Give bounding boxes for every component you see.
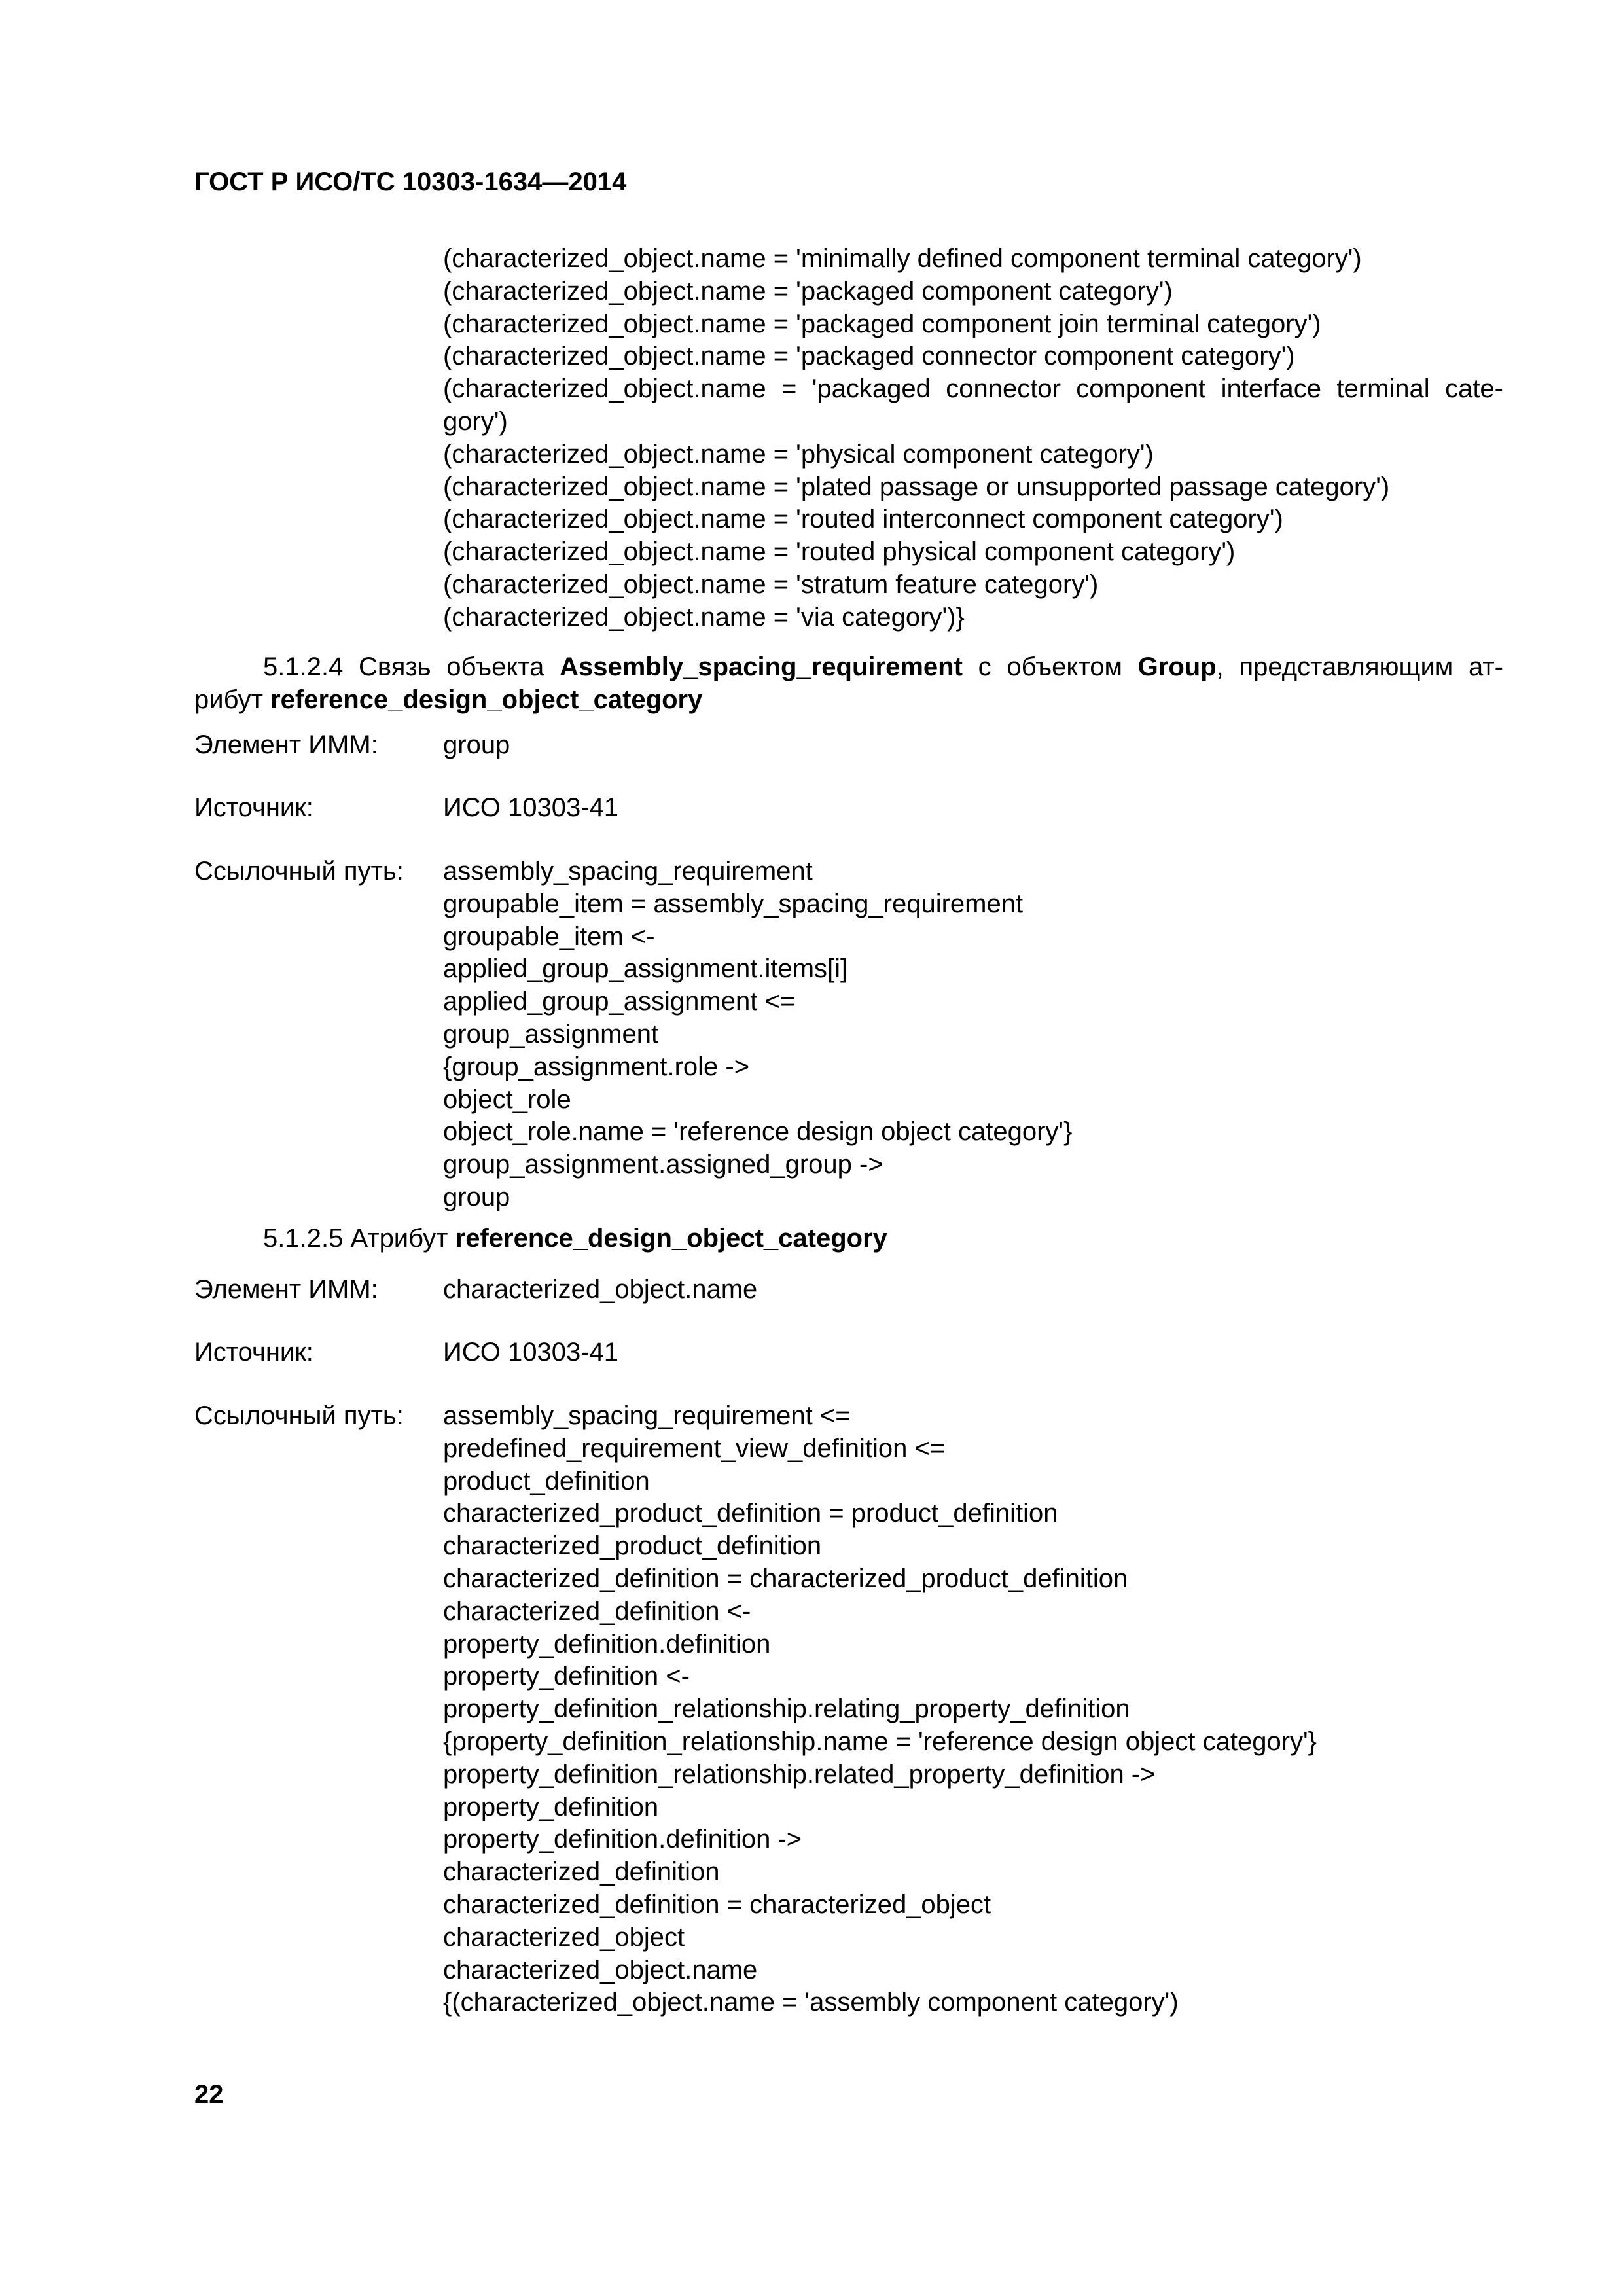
reference-path-5124 — [443, 855, 1072, 1214]
code-line: (characterized_object.name = 'plated passage or unsupported passage category') — [443, 472, 1390, 501]
path-line: property_definition.definition -> — [443, 1825, 802, 1854]
heading-text: с объектом — [962, 653, 1138, 681]
path-line: assembly_spacing_requirement <= — [443, 1401, 851, 1430]
path-line: property_definition — [443, 1792, 659, 1821]
path-line: {(characterized_object.name = 'assembly component category') — [443, 1988, 1179, 2017]
section-number: 5.1.2.4 — [263, 653, 344, 681]
heading-text: Атрибут — [343, 1224, 455, 1253]
target-entity-name: Group — [1137, 653, 1217, 681]
path-line: property_definition.definition — [443, 1629, 771, 1659]
path-line: {property_definition_relationship.name = 'reference design object category'} — [443, 1727, 1317, 1756]
document-header: ГОСТ Р ИСО/ТС 10303-1634—2014 — [194, 168, 627, 196]
path-line: characterized_definition = characterized_product_definition — [443, 1564, 1128, 1593]
attribute-name: reference_design_object_category — [270, 685, 703, 714]
reference-path-label: Ссылочный путь: — [194, 1401, 404, 1430]
section-5124-heading — [194, 651, 1503, 717]
section-5124-heading-line2 — [194, 684, 1503, 717]
path-line: group — [443, 1182, 510, 1211]
path-line: property_definition_relationship.relating_property_definition — [443, 1695, 1130, 1724]
path-line: characterized_object — [443, 1922, 685, 1952]
reference-path-label: Ссылочный путь: — [194, 857, 404, 886]
path-line: characterized_object.name — [443, 1955, 758, 1984]
path-line: characterized_definition = characterized_object — [443, 1890, 991, 1919]
path-line: characterized_definition <- — [443, 1596, 751, 1626]
code-line: (characterized_object.name = 'packaged connector component category') — [443, 342, 1295, 371]
path-line: predefined_requirement_view_definition <= — [443, 1433, 946, 1463]
page-number: 22 — [194, 2080, 224, 2109]
source-value: ИСО 10303-41 — [443, 1338, 619, 1367]
aim-element-label: Элемент ИММ: — [194, 1275, 378, 1304]
attribute-name: reference_design_object_category — [455, 1224, 887, 1253]
source-label: Источник: — [194, 793, 313, 822]
code-line: (characterized_object.name = 'packaged component category') — [443, 276, 1173, 306]
path-line: object_role.name = 'reference design object category'} — [443, 1117, 1073, 1147]
path-line: applied_group_assignment.items[i] — [443, 954, 848, 984]
path-line: group_assignment.assigned_group -> — [443, 1150, 883, 1179]
aim-element-label: Элемент ИММ: — [194, 730, 378, 759]
code-line: (characterized_object.name = 'routed physical component category') — [443, 537, 1236, 567]
path-line: groupable_item = assembly_spacing_requirement — [443, 889, 1024, 918]
code-line: (characterized_object.name = 'stratum feature category') — [443, 569, 1099, 599]
path-line: product_definition — [443, 1466, 650, 1496]
top-code-block — [443, 243, 1503, 634]
path-line: group_assignment — [443, 1019, 659, 1049]
code-line: (characterized_object.name = 'physical component category') — [443, 439, 1154, 469]
code-line: (characterized_object.name = 'routed interconnect component category') — [443, 505, 1283, 534]
section-number: 5.1.2.5 — [263, 1224, 344, 1253]
heading-text: Связь объекта — [343, 653, 560, 681]
code-line: (characterized_object.name = 'packaged component join terminal category') — [443, 309, 1321, 338]
code-line: (characterized_object.name = 'minimally defined component terminal category') — [443, 244, 1362, 273]
source-label: Источник: — [194, 1338, 313, 1367]
aim-element-value: group — [443, 730, 510, 759]
path-line: property_definition <- — [443, 1662, 690, 1691]
code-line: (characterized_object.name = 'via category')} — [443, 602, 965, 632]
section-5124-heading-line1 — [194, 651, 1503, 684]
code-line: (characterized_object.name = 'packaged connector component interface terminal cate- — [443, 374, 1503, 404]
path-line: property_definition_relationship.related_property_definition -> — [443, 1759, 1156, 1789]
path-line: characterized_product_definition — [443, 1532, 822, 1561]
section-5125-heading — [263, 1223, 887, 1255]
source-value: ИСО 10303-41 — [443, 793, 619, 822]
path-line: groupable_item <- — [443, 922, 655, 951]
aim-element-value: characterized_object.name — [443, 1275, 758, 1304]
heading-text: рибут — [194, 685, 271, 714]
heading-text: , представляющим ат- — [1216, 653, 1503, 681]
path-line: {group_assignment.role -> — [443, 1052, 750, 1081]
path-line: applied_group_assignment <= — [443, 987, 796, 1016]
path-line: characterized_definition — [443, 1857, 720, 1887]
reference-path-5125 — [443, 1400, 1317, 2019]
path-line: object_role — [443, 1085, 571, 1114]
path-line: characterized_product_definition = product_definition — [443, 1499, 1058, 1528]
path-line: assembly_spacing_requirement — [443, 857, 813, 886]
entity-name: Assembly_spacing_requirement — [560, 653, 963, 681]
code-line: gory') — [443, 406, 508, 436]
